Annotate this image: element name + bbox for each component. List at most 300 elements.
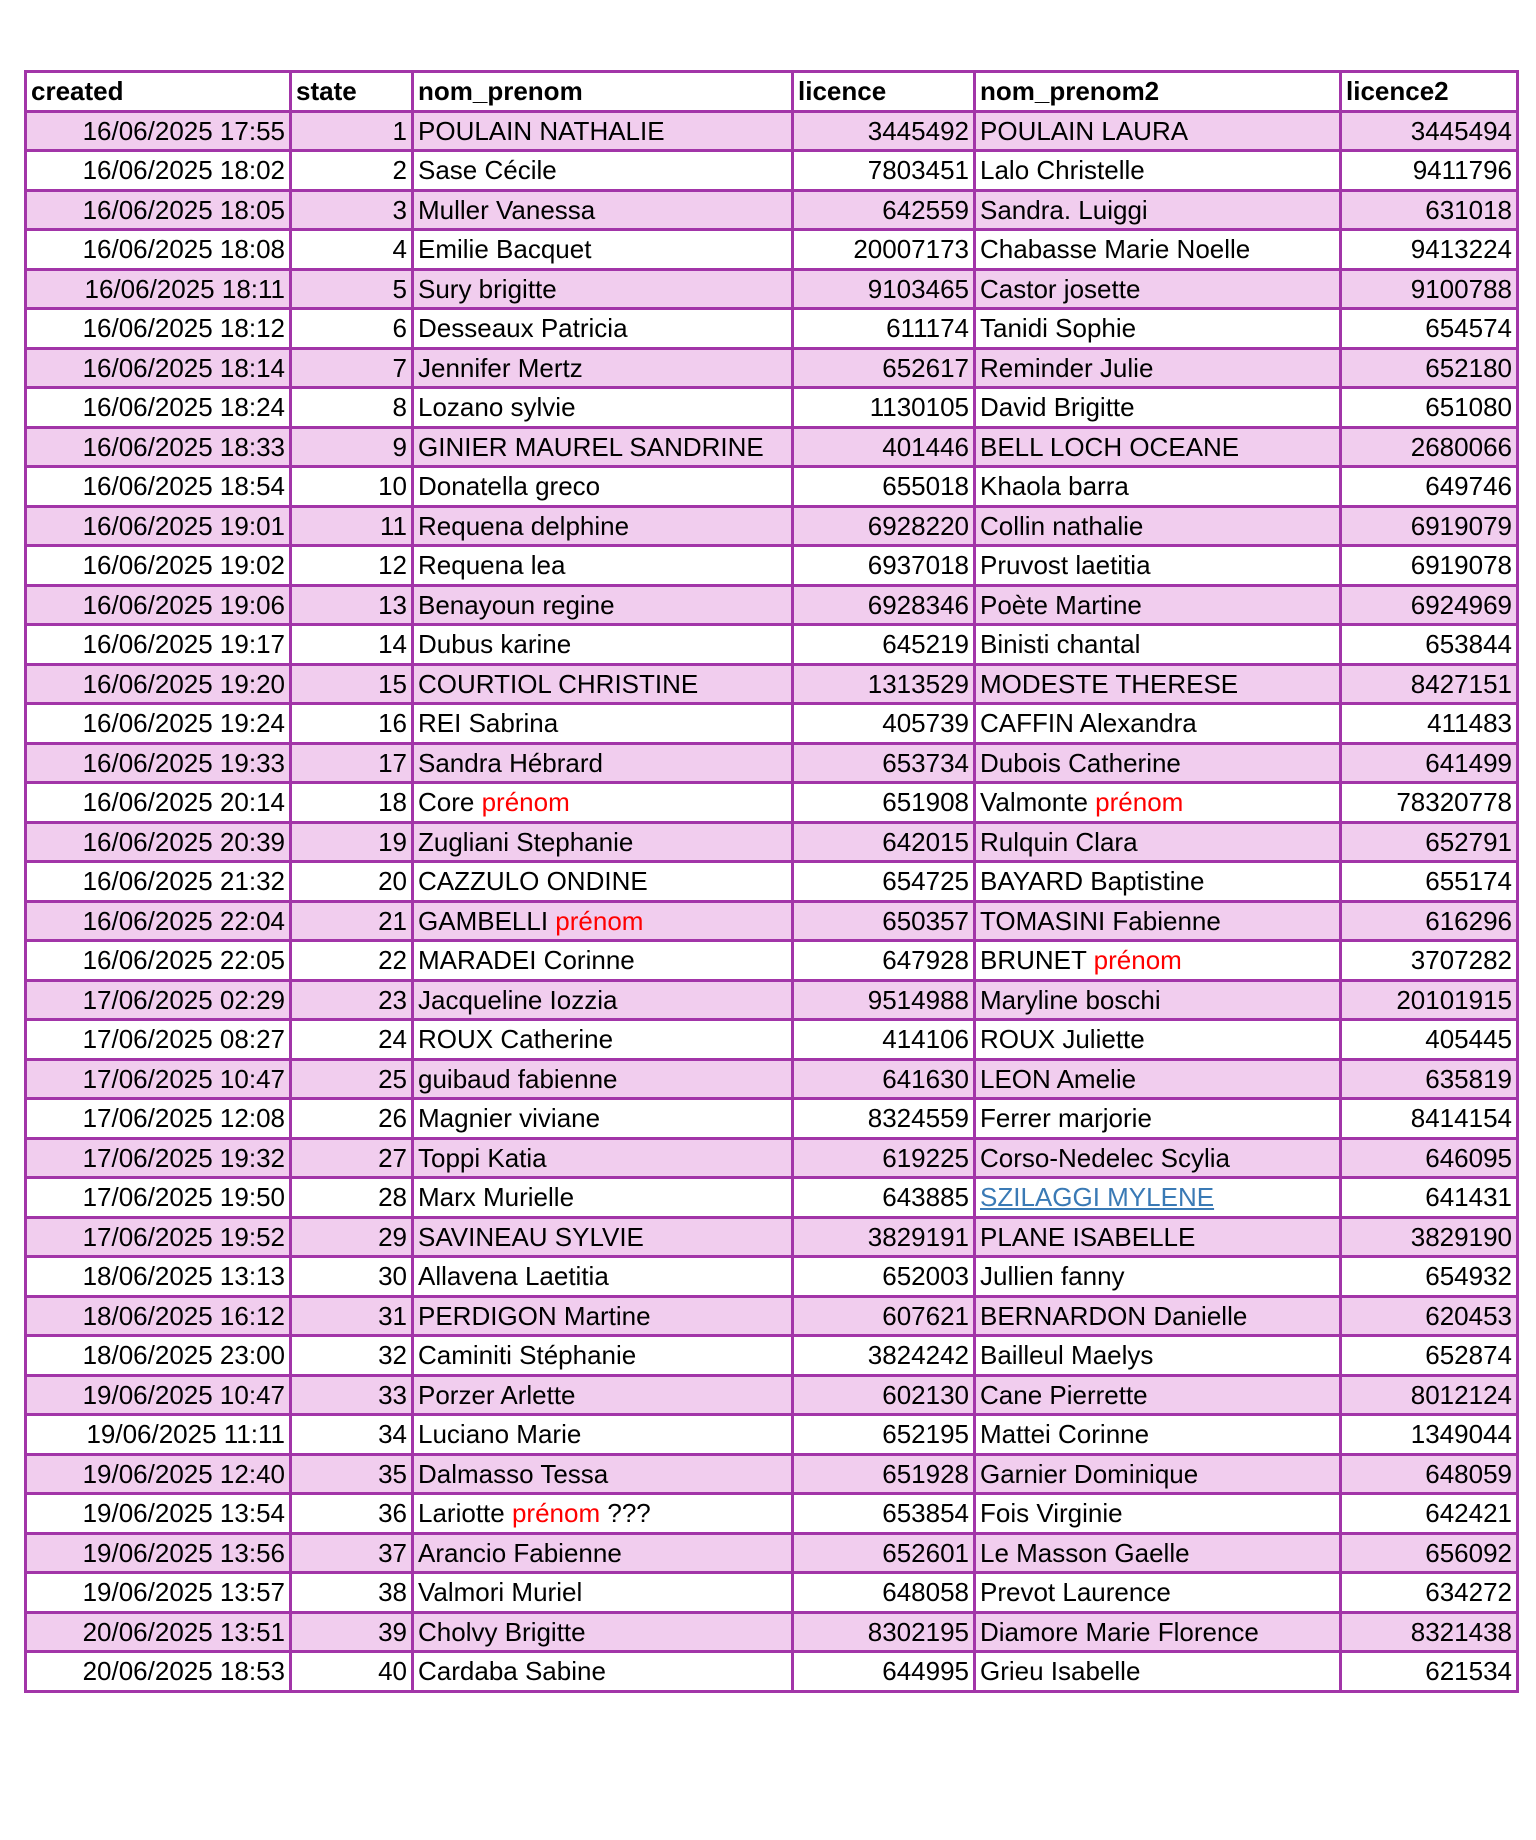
cell-state <box>291 1494 413 1534</box>
cell-created <box>26 269 291 309</box>
licence2-value: 1349044 <box>1410 1419 1512 1450</box>
licence-value: 6937018 <box>867 550 969 581</box>
table-row <box>26 664 1518 704</box>
cell-state <box>291 1099 413 1139</box>
cell-nom-prenom <box>413 427 793 467</box>
state-value: 5 <box>392 273 407 304</box>
licence-value: 650357 <box>882 905 969 936</box>
state-value: 22 <box>378 945 407 976</box>
created-value: 19/06/2025 13:57 <box>82 1577 285 1608</box>
nom-prenom2-value: Le Masson Gaelle <box>980 1537 1190 1568</box>
cell-licence2 <box>1341 822 1518 862</box>
state-value: 31 <box>378 1300 407 1331</box>
cell-licence2 <box>1341 506 1518 546</box>
created-value: 16/06/2025 18:08 <box>82 234 285 265</box>
cell-nom-prenom <box>413 1178 793 1218</box>
cell-state <box>291 1257 413 1297</box>
cell-licence2 <box>1341 1612 1518 1652</box>
cell-licence2 <box>1341 1533 1518 1573</box>
licence-value: 8302195 <box>867 1616 969 1647</box>
state-value: 35 <box>378 1458 407 1489</box>
nom-prenom-value: Porzer Arlette <box>418 1379 576 1410</box>
cell-licence <box>793 664 975 704</box>
cell-created <box>26 1454 291 1494</box>
nom-prenom-value: Arancio Fabienne <box>418 1537 622 1568</box>
cell-licence2 <box>1341 704 1518 744</box>
nom-prenom2-value: Valmonte <box>980 787 1088 818</box>
licence2-value: 411483 <box>1427 708 1512 739</box>
cell-licence2 <box>1341 901 1518 941</box>
licence-value: 9103465 <box>867 273 969 304</box>
nom-prenom2-value: Diamore Marie Florence <box>980 1616 1259 1647</box>
cell-nom-prenom2 <box>975 980 1341 1020</box>
table-row <box>26 822 1518 862</box>
cell-state <box>291 546 413 586</box>
cell-nom-prenom <box>413 1296 793 1336</box>
licence2-value: 652180 <box>1425 352 1512 383</box>
nom-prenom2-value: Pruvost laetitia <box>980 550 1151 581</box>
registrations-table <box>24 70 1519 1693</box>
created-value: 17/06/2025 02:29 <box>82 984 285 1015</box>
table-row <box>26 862 1518 902</box>
nom-prenom2-value: BERNARDON Danielle <box>980 1300 1248 1331</box>
nom-prenom-value: Allavena Laetitia <box>418 1261 609 1292</box>
cell-created <box>26 1336 291 1376</box>
cell-created <box>26 1612 291 1652</box>
table-row <box>26 783 1518 823</box>
state-value: 23 <box>378 984 407 1015</box>
nom-prenom2-value: Castor josette <box>980 273 1141 304</box>
nom-prenom2-value: Sandra. Luiggi <box>980 194 1148 225</box>
nom-prenom-value: Desseaux Patricia <box>418 313 628 344</box>
nom-prenom-value: Marx Murielle <box>418 1182 575 1213</box>
cell-licence <box>793 783 975 823</box>
cell-licence2 <box>1341 941 1518 981</box>
cell-created <box>26 546 291 586</box>
nom-prenom-value: Sase Cécile <box>418 155 557 186</box>
state-value: 25 <box>378 1063 407 1094</box>
table-row <box>26 1573 1518 1613</box>
table-row <box>26 1652 1518 1692</box>
licence2-value: 3707282 <box>1410 945 1512 976</box>
cell-licence <box>793 1099 975 1139</box>
nom-prenom-value: POULAIN NATHALIE <box>418 115 665 146</box>
nom-prenom2-value: Khaola barra <box>980 471 1129 502</box>
licence2-value: 654574 <box>1425 313 1512 344</box>
cell-created <box>26 230 291 270</box>
state-value: 13 <box>378 589 407 620</box>
licence-value: 648058 <box>882 1577 969 1608</box>
nom-prenom-value: Luciano Marie <box>418 1419 582 1450</box>
cell-nom-prenom <box>413 704 793 744</box>
cell-licence <box>793 822 975 862</box>
licence2-value: 8414154 <box>1410 1103 1512 1134</box>
licence-value: 654725 <box>882 866 969 897</box>
nom-prenom2-value: ROUX Juliette <box>980 1024 1145 1055</box>
cell-licence <box>793 1494 975 1534</box>
licence-value: 7803451 <box>867 155 969 186</box>
cell-licence <box>793 1415 975 1455</box>
nom-prenom-suffix: ??? <box>607 1498 651 1529</box>
created-value: 16/06/2025 18:02 <box>82 155 285 186</box>
state-value: 32 <box>378 1340 407 1371</box>
cell-nom-prenom2 <box>975 1415 1341 1455</box>
cell-created <box>26 1415 291 1455</box>
header-created: created <box>26 72 291 112</box>
state-value: 34 <box>378 1419 407 1450</box>
cell-state <box>291 1138 413 1178</box>
cell-nom-prenom2 <box>975 1573 1341 1613</box>
cell-licence <box>793 625 975 665</box>
cell-nom-prenom2 <box>975 941 1341 981</box>
cell-created <box>26 1178 291 1218</box>
nom-prenom-value: Sandra Hébrard <box>418 747 603 778</box>
cell-state <box>291 1296 413 1336</box>
created-value: 16/06/2025 17:55 <box>82 115 285 146</box>
cell-created <box>26 862 291 902</box>
cell-state <box>291 1375 413 1415</box>
licence-value: 1313529 <box>867 668 969 699</box>
licence2-value: 648059 <box>1425 1458 1512 1489</box>
state-value: 17 <box>378 747 407 778</box>
table-row <box>26 1257 1518 1297</box>
nom-prenom2-value: Poète Martine <box>980 589 1142 620</box>
state-value: 33 <box>378 1379 407 1410</box>
cell-licence <box>793 467 975 507</box>
table-row <box>26 1059 1518 1099</box>
state-value: 19 <box>378 826 407 857</box>
licence2-value: 621534 <box>1425 1656 1512 1687</box>
created-value: 16/06/2025 19:01 <box>82 510 285 541</box>
licence-value: 652617 <box>882 352 969 383</box>
nom-prenom-value: Benayoun regine <box>418 589 615 620</box>
created-value: 16/06/2025 18:33 <box>82 431 285 462</box>
nom-prenom2-value: Lalo Christelle <box>980 155 1145 186</box>
state-value: 7 <box>392 352 407 383</box>
cell-created <box>26 1573 291 1613</box>
created-value: 20/06/2025 13:51 <box>82 1616 285 1647</box>
created-value: 16/06/2025 18:05 <box>82 194 285 225</box>
state-value: 8 <box>392 392 407 423</box>
header-row <box>26 72 1518 112</box>
created-value: 16/06/2025 22:04 <box>82 905 285 936</box>
licence2-value: 620453 <box>1425 1300 1512 1331</box>
cell-state <box>291 309 413 349</box>
table-row <box>26 1494 1518 1534</box>
state-value: 39 <box>378 1616 407 1647</box>
cell-state <box>291 467 413 507</box>
cell-nom-prenom2 <box>975 1494 1341 1534</box>
cell-nom-prenom <box>413 664 793 704</box>
licence-value: 3824242 <box>867 1340 969 1371</box>
licence2-value: 631018 <box>1425 194 1512 225</box>
licence-value: 20007173 <box>853 234 969 265</box>
cell-nom-prenom <box>413 151 793 191</box>
nom-prenom-value: Valmori Muriel <box>418 1577 583 1608</box>
cell-nom-prenom2 <box>975 506 1341 546</box>
cell-created <box>26 980 291 1020</box>
nom-prenom-value: Lariotte <box>418 1498 505 1529</box>
cell-nom-prenom <box>413 822 793 862</box>
cell-state <box>291 1217 413 1257</box>
cell-nom-prenom <box>413 1612 793 1652</box>
cell-created <box>26 1296 291 1336</box>
cell-nom-prenom <box>413 941 793 981</box>
nom-prenom2-value: Chabasse Marie Noelle <box>980 234 1251 265</box>
licence2-value: 78320778 <box>1396 787 1512 818</box>
licence2-value: 405445 <box>1425 1024 1512 1055</box>
nom-prenom-value: GINIER MAUREL SANDRINE <box>418 431 764 462</box>
cell-licence2 <box>1341 1336 1518 1376</box>
cell-created <box>26 901 291 941</box>
nom-prenom2-link[interactable]: SZILAGGI MYLENE <box>980 1182 1215 1213</box>
created-value: 17/06/2025 12:08 <box>82 1103 285 1134</box>
table-row <box>26 1415 1518 1455</box>
nom-prenom2-value: Garnier Dominique <box>980 1458 1199 1489</box>
nom-prenom-value: Sury brigitte <box>418 273 557 304</box>
cell-licence <box>793 151 975 191</box>
cell-nom-prenom2 <box>975 151 1341 191</box>
cell-nom-prenom <box>413 585 793 625</box>
cell-created <box>26 783 291 823</box>
cell-state <box>291 1178 413 1218</box>
cell-nom-prenom2 <box>975 1257 1341 1297</box>
licence2-value: 8427151 <box>1410 668 1512 699</box>
nom-prenom2-value: Rulquin Clara <box>980 826 1138 857</box>
nom-prenom-value: guibaud fabienne <box>418 1063 618 1094</box>
nom-prenom-value: COURTIOL CHRISTINE <box>418 668 699 699</box>
cell-created <box>26 1375 291 1415</box>
created-value: 16/06/2025 19:06 <box>82 589 285 620</box>
created-value: 16/06/2025 19:02 <box>82 550 285 581</box>
table-row <box>26 704 1518 744</box>
table-row <box>26 625 1518 665</box>
cell-licence <box>793 862 975 902</box>
cell-licence <box>793 1336 975 1376</box>
cell-nom-prenom2 <box>975 1217 1341 1257</box>
cell-licence <box>793 1612 975 1652</box>
created-value: 19/06/2025 12:40 <box>82 1458 285 1489</box>
state-value: 26 <box>378 1103 407 1134</box>
cell-licence2 <box>1341 546 1518 586</box>
cell-nom-prenom2 <box>975 1138 1341 1178</box>
licence-value: 653854 <box>882 1498 969 1529</box>
nom-prenom2-value: Cane Pierrette <box>980 1379 1148 1410</box>
created-value: 16/06/2025 19:24 <box>82 708 285 739</box>
nom-prenom-value: Toppi Katia <box>418 1142 547 1173</box>
cell-nom-prenom <box>413 743 793 783</box>
table-row <box>26 230 1518 270</box>
missing-prenom-marker: prénom <box>1095 787 1184 818</box>
table-row <box>26 467 1518 507</box>
cell-licence2 <box>1341 111 1518 151</box>
table-row <box>26 1533 1518 1573</box>
nom-prenom-value: Jacqueline Iozzia <box>418 984 618 1015</box>
created-value: 16/06/2025 21:32 <box>82 866 285 897</box>
licence-value: 405739 <box>882 708 969 739</box>
cell-nom-prenom2 <box>975 467 1341 507</box>
licence-value: 9514988 <box>867 984 969 1015</box>
licence-value: 602130 <box>882 1379 969 1410</box>
created-value: 16/06/2025 18:54 <box>82 471 285 502</box>
nom-prenom-value: Magnier viviane <box>418 1103 601 1134</box>
licence-value: 653734 <box>882 747 969 778</box>
licence-value: 6928220 <box>867 510 969 541</box>
cell-nom-prenom2 <box>975 230 1341 270</box>
nom-prenom-value: SAVINEAU SYLVIE <box>418 1221 644 1252</box>
table-row <box>26 1020 1518 1060</box>
cell-state <box>291 1612 413 1652</box>
table-row <box>26 388 1518 428</box>
table-row <box>26 1217 1518 1257</box>
cell-licence <box>793 1257 975 1297</box>
created-value: 17/06/2025 19:50 <box>82 1182 285 1213</box>
state-value: 24 <box>378 1024 407 1055</box>
nom-prenom2-value: BELL LOCH OCEANE <box>980 431 1240 462</box>
nom-prenom-value: Muller Vanessa <box>418 194 596 225</box>
licence-value: 652601 <box>882 1537 969 1568</box>
nom-prenom-value: Requena delphine <box>418 510 630 541</box>
cell-licence <box>793 230 975 270</box>
cell-created <box>26 664 291 704</box>
cell-licence <box>793 1020 975 1060</box>
licence2-value: 616296 <box>1425 905 1512 936</box>
cell-licence2 <box>1341 1652 1518 1692</box>
licence-value: 644995 <box>882 1656 969 1687</box>
cell-nom-prenom2 <box>975 1099 1341 1139</box>
cell-licence <box>793 1178 975 1218</box>
licence2-value: 655174 <box>1425 866 1512 897</box>
created-value: 19/06/2025 13:56 <box>82 1537 285 1568</box>
licence2-value: 8012124 <box>1410 1379 1512 1410</box>
licence2-value: 2680066 <box>1410 431 1512 462</box>
created-value: 16/06/2025 19:33 <box>82 747 285 778</box>
cell-licence <box>793 1652 975 1692</box>
cell-state <box>291 388 413 428</box>
cell-licence2 <box>1341 388 1518 428</box>
state-value: 28 <box>378 1182 407 1213</box>
nom-prenom2-value: Ferrer marjorie <box>980 1103 1152 1134</box>
table-row <box>26 1375 1518 1415</box>
state-value: 37 <box>378 1537 407 1568</box>
cell-nom-prenom2 <box>975 822 1341 862</box>
created-value: 19/06/2025 11:11 <box>86 1419 285 1450</box>
state-value: 15 <box>378 668 407 699</box>
table-row <box>26 585 1518 625</box>
state-value: 40 <box>378 1656 407 1687</box>
state-value: 2 <box>392 155 407 186</box>
cell-created <box>26 348 291 388</box>
nom-prenom2-value: David Brigitte <box>980 392 1135 423</box>
cell-created <box>26 1533 291 1573</box>
cell-licence2 <box>1341 1178 1518 1218</box>
table-row <box>26 1099 1518 1139</box>
table-row <box>26 348 1518 388</box>
state-value: 1 <box>392 115 407 146</box>
created-value: 19/06/2025 13:54 <box>82 1498 285 1529</box>
table-row <box>26 111 1518 151</box>
table-row <box>26 546 1518 586</box>
missing-prenom-marker: prénom <box>1093 945 1182 976</box>
cell-created <box>26 1099 291 1139</box>
nom-prenom2-value: Grieu Isabelle <box>980 1656 1141 1687</box>
cell-nom-prenom2 <box>975 901 1341 941</box>
cell-created <box>26 625 291 665</box>
licence2-value: 641431 <box>1425 1182 1512 1213</box>
cell-created <box>26 822 291 862</box>
cell-nom-prenom2 <box>975 743 1341 783</box>
table-row <box>26 901 1518 941</box>
header-licence2: licence2 <box>1341 72 1518 112</box>
cell-nom-prenom <box>413 1652 793 1692</box>
licence-value: 6928346 <box>867 589 969 620</box>
cell-licence <box>793 1573 975 1613</box>
cell-nom-prenom2 <box>975 1454 1341 1494</box>
cell-nom-prenom <box>413 388 793 428</box>
created-value: 16/06/2025 18:12 <box>82 313 285 344</box>
licence2-value: 651080 <box>1425 392 1512 423</box>
state-value: 4 <box>392 234 407 265</box>
cell-licence <box>793 1296 975 1336</box>
cell-nom-prenom <box>413 1533 793 1573</box>
state-value: 38 <box>378 1577 407 1608</box>
licence2-value: 20101915 <box>1396 984 1512 1015</box>
cell-created <box>26 1494 291 1534</box>
cell-licence <box>793 901 975 941</box>
cell-nom-prenom2 <box>975 388 1341 428</box>
licence-value: 652195 <box>882 1419 969 1450</box>
nom-prenom2-value: Maryline boschi <box>980 984 1161 1015</box>
cell-licence <box>793 1375 975 1415</box>
cell-licence2 <box>1341 625 1518 665</box>
cell-licence <box>793 309 975 349</box>
cell-licence2 <box>1341 1454 1518 1494</box>
cell-licence2 <box>1341 427 1518 467</box>
cell-state <box>291 1415 413 1455</box>
cell-nom-prenom2 <box>975 1533 1341 1573</box>
cell-nom-prenom <box>413 348 793 388</box>
cell-licence2 <box>1341 862 1518 902</box>
licence2-value: 3829190 <box>1410 1221 1512 1252</box>
cell-state <box>291 980 413 1020</box>
cell-licence <box>793 1533 975 1573</box>
cell-state <box>291 427 413 467</box>
cell-licence <box>793 546 975 586</box>
cell-licence2 <box>1341 1296 1518 1336</box>
cell-nom-prenom <box>413 625 793 665</box>
cell-state <box>291 941 413 981</box>
state-value: 18 <box>378 787 407 818</box>
cell-licence2 <box>1341 980 1518 1020</box>
created-value: 20/06/2025 18:53 <box>82 1656 285 1687</box>
nom-prenom-value: Core <box>418 787 475 818</box>
cell-state <box>291 704 413 744</box>
nom-prenom-value: Cholvy Brigitte <box>418 1616 586 1647</box>
cell-created <box>26 1217 291 1257</box>
cell-nom-prenom2 <box>975 546 1341 586</box>
cell-licence <box>793 190 975 230</box>
licence-value: 642559 <box>882 194 969 225</box>
cell-licence <box>793 348 975 388</box>
cell-nom-prenom <box>413 506 793 546</box>
cell-licence2 <box>1341 348 1518 388</box>
licence2-value: 656092 <box>1425 1537 1512 1568</box>
cell-nom-prenom <box>413 1257 793 1297</box>
cell-created <box>26 309 291 349</box>
nom-prenom-value: Cardaba Sabine <box>418 1656 606 1687</box>
nom-prenom2-value: CAFFIN Alexandra <box>980 708 1197 739</box>
state-value: 27 <box>378 1142 407 1173</box>
